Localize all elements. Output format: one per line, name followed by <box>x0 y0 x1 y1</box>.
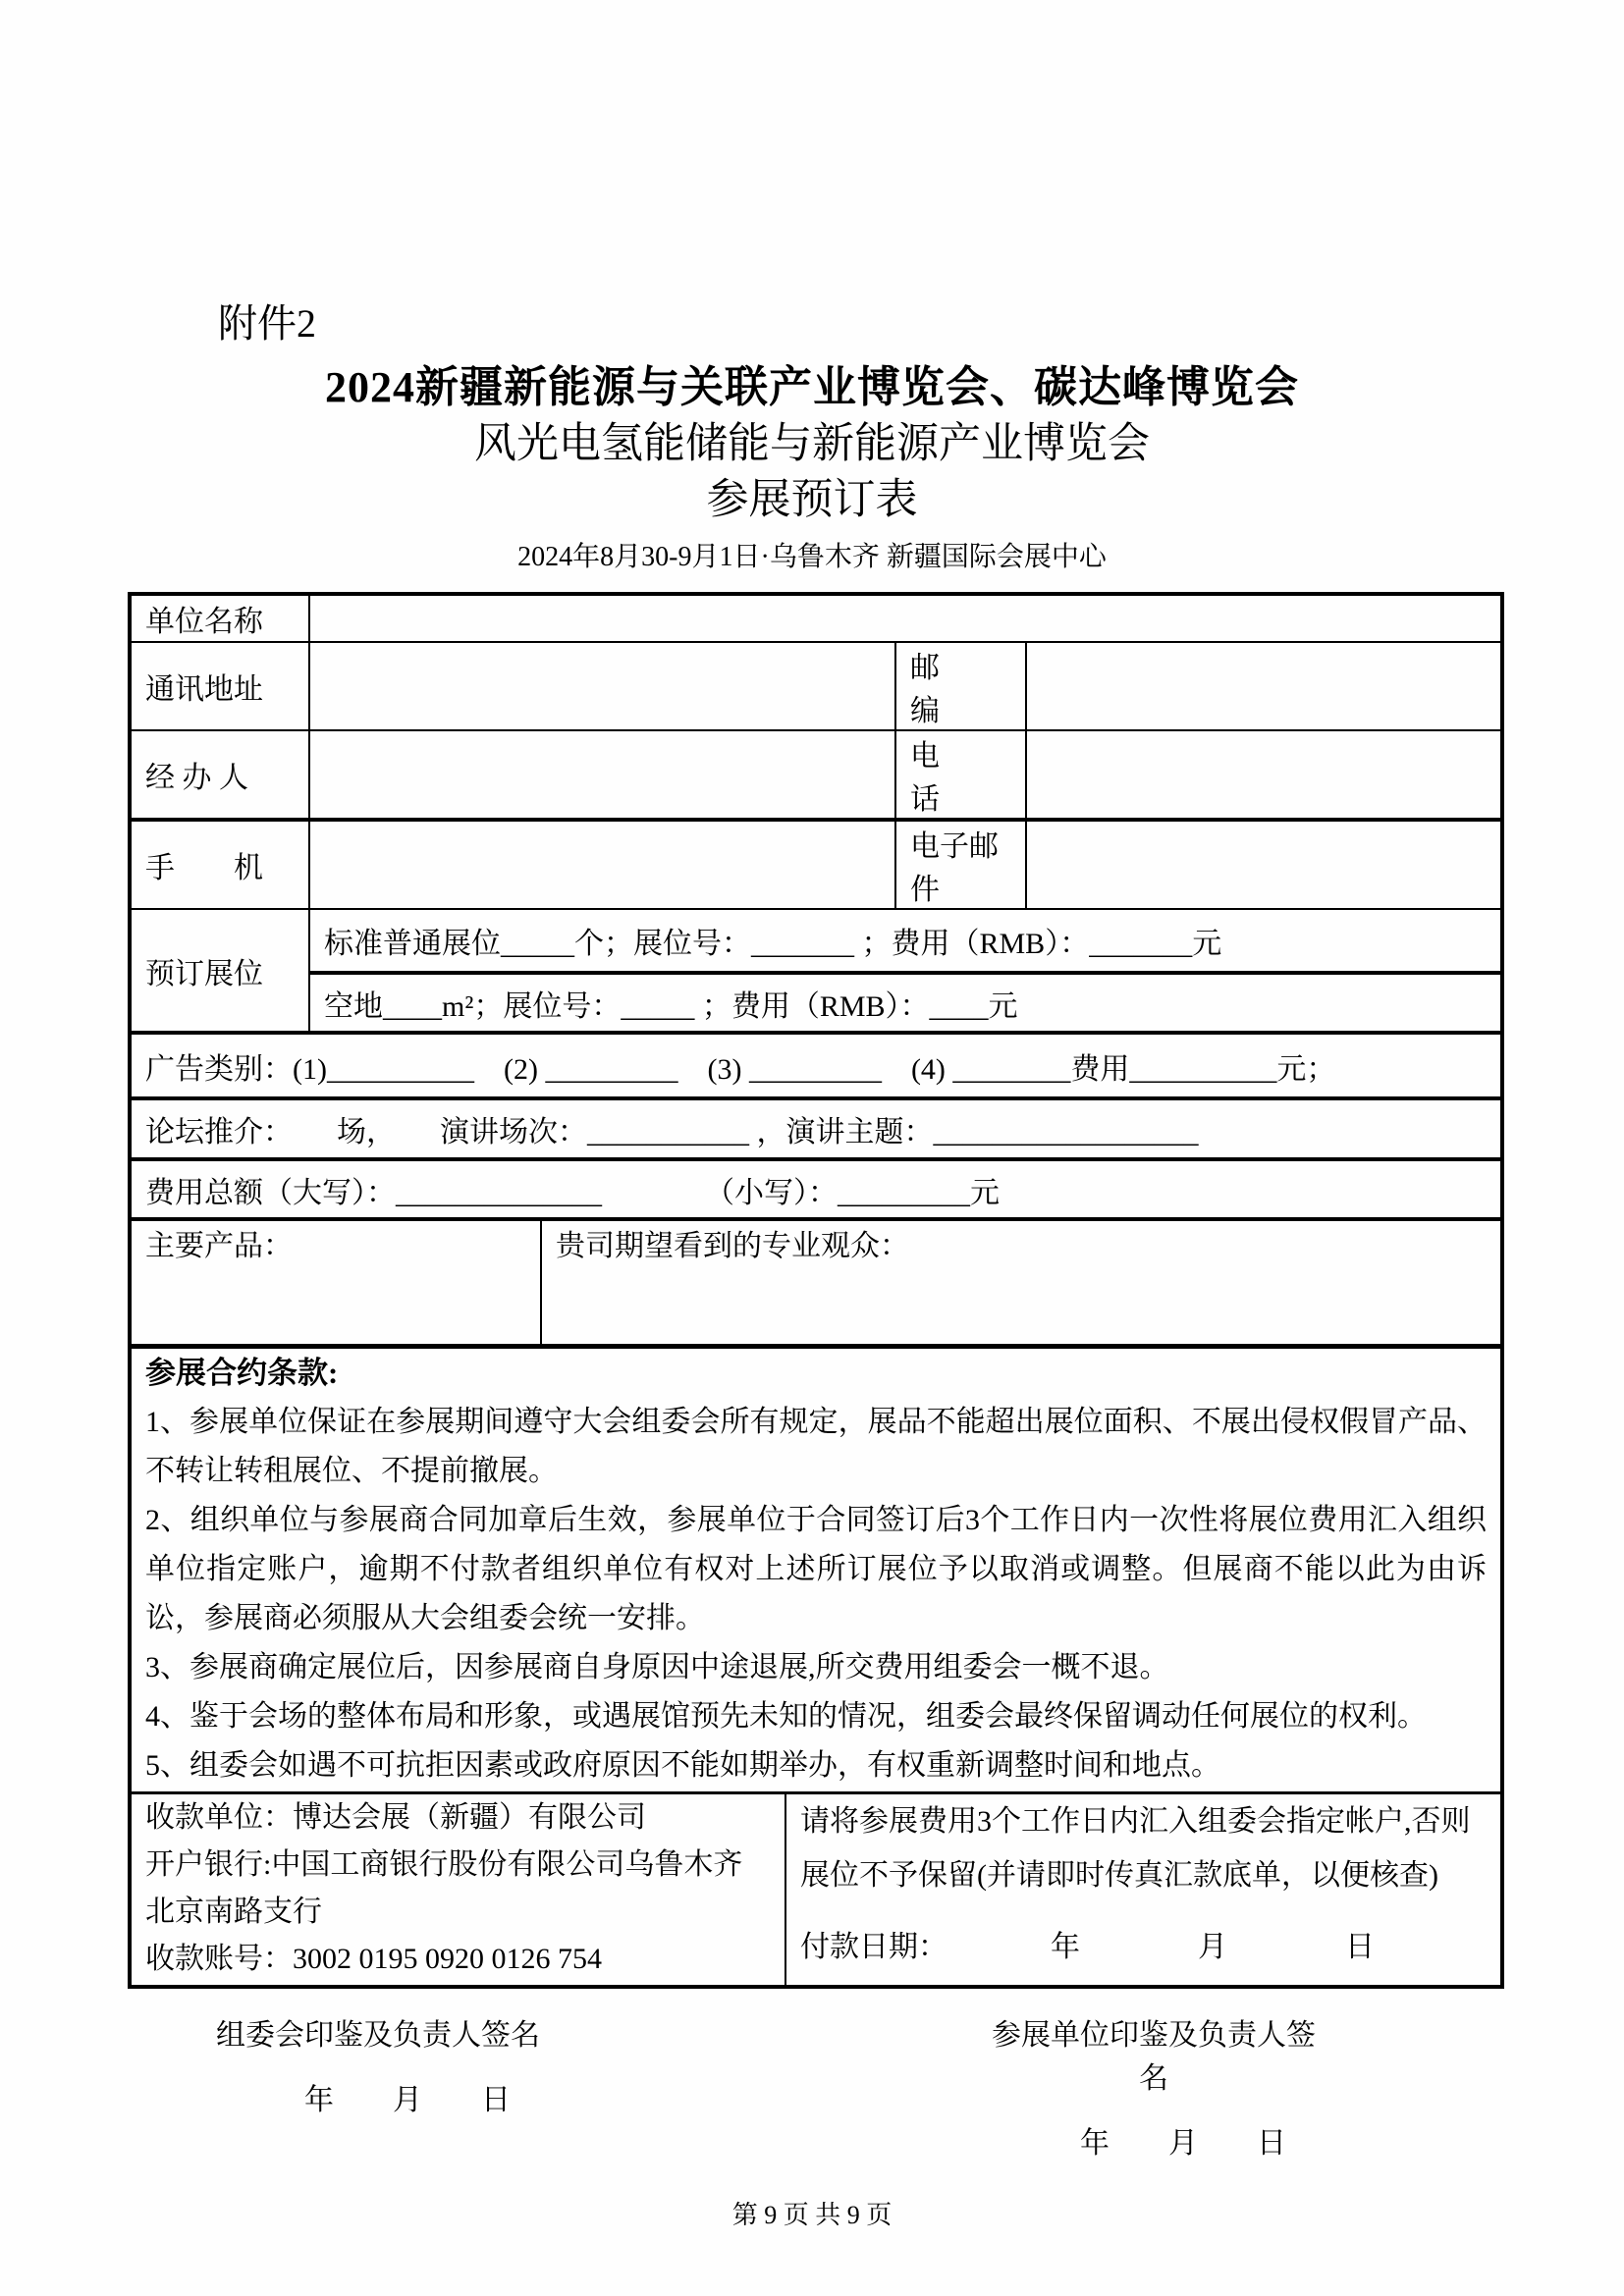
expo-title-line2: 风光电氢能储能与新能源产业博览会 <box>474 421 1150 467</box>
company-name-label: 单位名称 <box>130 594 309 642</box>
payee-bank-line: 开户银行:中国工商银行股份有限公司乌鲁木齐北京南路支行 <box>145 1847 743 1928</box>
table-row <box>130 1159 1502 1219</box>
zip-label: 邮 编 <box>895 642 1026 730</box>
payment-date-line: 付款日期： 年 月 日 <box>800 1930 1375 1963</box>
exhibitor-signature-label: 参展单位印鉴及负责人签名 <box>992 2019 1316 2095</box>
table-row <box>130 820 1502 909</box>
table-row <box>130 730 1502 820</box>
attachment-label: 附件2 <box>218 301 316 346</box>
table-row <box>130 1219 1502 1346</box>
table-row <box>130 594 1502 642</box>
email-label: 电子邮件 <box>895 820 1026 909</box>
total-cost-line: 费用总额（大写）：______________ （小写）：_________元 <box>130 1159 1502 1219</box>
event-date-venue: 2024年8月30-9月1日·乌鲁木齐 新疆国际会展中心 <box>517 542 1107 572</box>
table-row <box>130 909 1502 973</box>
payee-name-line: 收款单位：博达会展（新疆）有限公司 <box>145 1800 646 1834</box>
payment-instructions-cell <box>785 1792 1502 1987</box>
organizer-signature-label: 组委会印鉴及负责人签名 <box>216 2019 540 2052</box>
terms-title: 参展合约条款: <box>145 1355 339 1390</box>
booth-space-line: 空地____m²；展位号：_____ ；费用（RMB）：____元 <box>309 973 1502 1033</box>
agent-label: 经 办 人 <box>130 730 309 820</box>
tel-value-cell <box>1026 730 1502 820</box>
table-row <box>130 642 1502 730</box>
term-5: 5、组委会如遇不可抗拒因素或政府原因不能如期举办，有权重新调整时间和地点。 <box>145 1748 1220 1782</box>
organizer-signature-date: 年 月 日 <box>304 2084 511 2116</box>
expected-audience-cell: 贵司期望看到的专业观众： <box>541 1219 1502 1346</box>
term-4: 4、鉴于会场的整体布局和形象，或遇展馆预先未知的情况，组委会最终保留调动任何展位的权利。 <box>145 1699 1427 1733</box>
main-products-cell: 主要产品： <box>130 1219 541 1346</box>
mobile-label: 手 机 <box>130 820 309 909</box>
mobile-value-cell <box>309 820 895 909</box>
ad-category-line: 广告类别：(1)__________ (2) _________ (3) _________ (4) ________费用__________元； <box>130 1033 1502 1098</box>
address-value-cell <box>309 642 895 730</box>
term-3: 3、参展商确定展位后，因参展商自身原因中途退展,所交费用组委会一概不退。 <box>145 1650 1169 1683</box>
table-row <box>130 1346 1502 1792</box>
exhibitor-signature-date: 年 月 日 <box>1080 2127 1286 2160</box>
booth-label: 预订展位 <box>130 909 309 1033</box>
table-row <box>130 1098 1502 1159</box>
zip-value-cell <box>1026 642 1502 730</box>
expo-title-line1: 2024新疆新能源与关联产业博览会、碳达峰博览会 <box>325 363 1299 411</box>
contract-terms-cell <box>130 1346 1502 1792</box>
forum-line: 论坛推介： 场， 演讲场次：___________ ，演讲主题：__________________ <box>130 1098 1502 1159</box>
address-label: 通讯地址 <box>130 642 309 730</box>
email-value-cell <box>1026 820 1502 909</box>
exhibitor-signature-block <box>982 2010 1326 2162</box>
term-1: 1、参展单位保证在参展期间遵守大会组委会所有规定，展品不能超出展位面积、不展出侵权假冒产品、不转让转租展位、不提前撤展。 <box>145 1405 1488 1487</box>
booth-standard-line: 标准普通展位_____个；展位号：_______ ；费用（RMB）：_______元 <box>309 909 1502 973</box>
agent-value-cell <box>309 730 895 820</box>
form-title: 参展预订表 <box>706 477 918 523</box>
tel-label: 电 话 <box>895 730 1026 820</box>
payee-account-line: 收款账号：3002 0195 0920 0126 754 <box>145 1942 602 1975</box>
payment-note: 请将参展费用3个工作日内汇入组委会指定帐户,否则展位不予保留(并请即时传真汇款底单，以便核查) <box>800 1804 1471 1892</box>
table-row <box>130 1792 1502 1987</box>
term-2: 2、组织单位与参展商合同加章后生效，参展单位于合同签订后3个工作日内一次性将展位费用汇入组织单位指定账户，逾期不付款者组织单位有权对上述所订展位予以取消或调整。但展商不能以此为由诉讼，参展商必须服从大会组委会统一安排。 <box>145 1503 1488 1634</box>
table-row <box>130 973 1502 1033</box>
company-name-value-cell <box>309 594 1502 642</box>
page-number: 第 9 页 共 9 页 <box>731 2201 893 2229</box>
table-row <box>130 1033 1502 1098</box>
organizer-signature-block <box>196 2010 560 2118</box>
booking-form-table <box>128 592 1504 1989</box>
payee-bank-cell <box>130 1792 785 1987</box>
